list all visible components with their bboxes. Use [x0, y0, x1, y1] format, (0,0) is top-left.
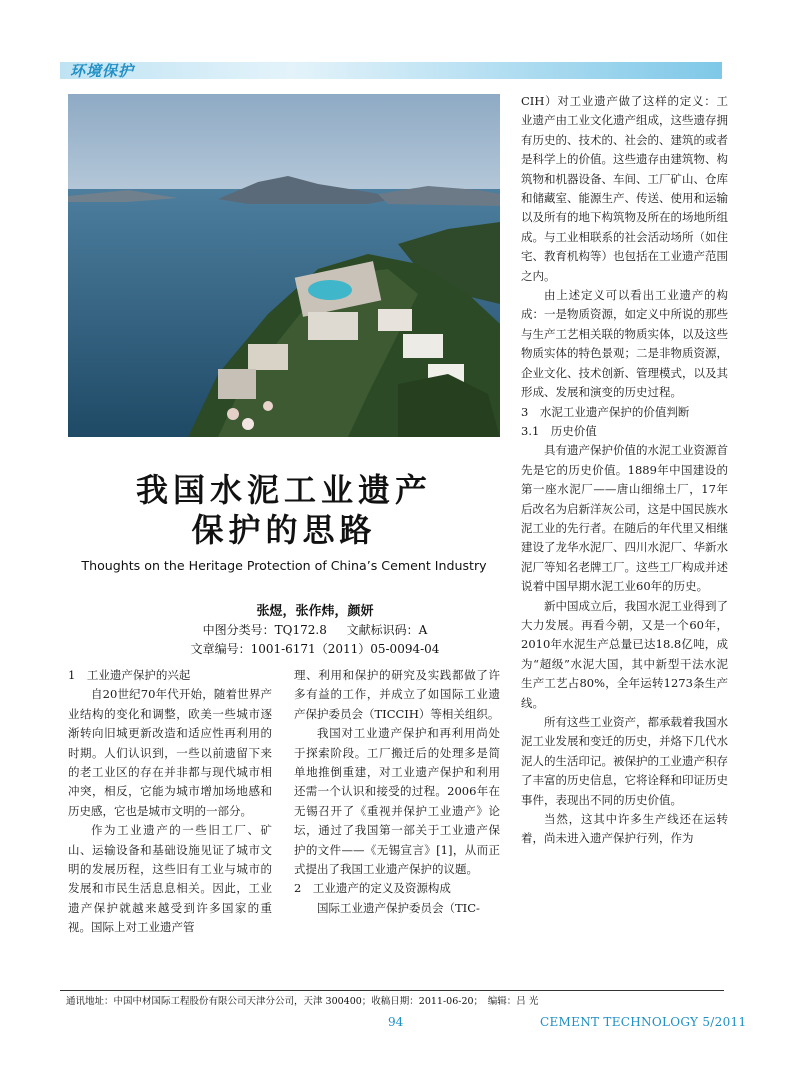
aerial-coastal-photo: [68, 94, 500, 437]
heading-3-1: 3.1 历史价值: [521, 423, 597, 438]
paragraph: 新中国成立后，我国水泥工业得到了大力发展。再看今朝，又是一个60年，2010年水泥生产总量已达18.8亿吨，成为“超级”水泥大国，其中新型干法水泥生产工艺占80%，全年运转1273条生产线。: [521, 598, 728, 710]
doc-code: 文献标识码：A: [346, 623, 428, 637]
photo-illustration: [68, 94, 500, 437]
heading-2: 2 工业遗产的定义及资源构成: [294, 881, 451, 896]
section-tag: 环境保护: [70, 62, 135, 80]
paragraph: 理、利用和保护的研究及实践都做了许多有益的工作，并成立了如国际工业遗产保护委员会（TICCIH）等相关组织。: [294, 668, 500, 721]
paragraph: 国际工业遗产保护委员会（TIC-: [317, 900, 480, 915]
journal-name: CEMENT TECHNOLOGY 5/2011: [540, 1015, 747, 1029]
title-line-2: 保护的思路: [191, 511, 377, 549]
column-1: [68, 666, 272, 938]
paragraph: 具有遗产保护价值的水泥工业资源首先是它的历史价值。1889年中国建设的第一座水泥厂——唐山细绵土厂，17年后改名为启新洋灰公司，这是中国民族水泥工业的先行者。在随后的年代里又相继建设了龙华水泥厂、四川水泥厂、华新水泥厂等知名老牌工厂。这些工厂构成并述说着中国早期水泥工业60年的历史。: [521, 443, 728, 594]
footer-rule: [60, 990, 724, 991]
clc-number: 中图分类号：TQ172.8: [202, 623, 327, 637]
paragraph: CIH）对工业遗产做了这样的定义：工业遗产由工业文化遗产组成，这些遗存拥有历史的、技术的、社会的、建筑的或者是科学上的价值。这些遗存由建筑物、构筑物和机器设备、车间、工厂矿山、仓库和储藏室、能源生产、传送、使用和运输以及所有的地下构筑物及所在的场地所组成。与工业相联系的社会活动场所（如住宅、教育机构等）也包括在工业遗产范围之内。: [521, 94, 728, 283]
article-title: [68, 470, 500, 550]
paragraph: 所有这些工业资产，都承载着我国水泥工业发展和变迁的历史，并烙下几代水泥人的生活印记。被保护的工业遗产积存了丰富的历史信息，它将诠释和印证历史事件，表现出不同的历史价值。: [521, 715, 728, 807]
paragraph: 由上述定义可以看出工业遗产的构成：一是物质资源，如定义中所说的那些与生产工艺相关联的物质实体，以及这些物质实体的特色景观；二是非物质资源，企业文化、技术创新、管理模式，以及其形成、发展和演变的历史过程。: [521, 288, 728, 400]
column-3: [521, 92, 728, 849]
article-number: 文章编号：1001-6171（2011）05-0094-04: [190, 642, 440, 656]
paragraph: 自20世纪70年代开始，随着世界产业结构的变化和调整，欧美一些城市逐渐转向旧城更新改造和适应性再利用的时期。人们认识到，一些以前遗留下来的老工业区的存在并非都与现代城市相冲突，相反，它能为城市增加场地感和历史感，它也是城市文明的一部分。: [68, 687, 272, 818]
paragraph: 我国对工业遗产保护和再利用尚处于探索阶段。工厂搬迁后的处理多是简单地推倒重建，对工业遗产保护和利用还需一个认识和接受的过程。2006年在无锡召开了《重视并保护工业遗产》论坛，通过了我国第一部关于工业遗产保护的文件——《无锡宣言》[1]，从而正式提出了我国工业遗产保护的议题。: [294, 726, 500, 877]
column-2: [294, 666, 500, 918]
paragraph: 作为工业遗产的一些旧工厂、矿山、运输设备和基础设施见证了城市文明的发展历程，这些旧有工业与城市的发展和市民生活息息相关。因此，工业遗产保护就越来越受到许多国家的重视。国际上对工业遗产管: [68, 823, 272, 935]
english-title: Thoughts on the Heritage Protection of China’s Cement Industry: [81, 558, 487, 573]
heading-3: 3 水泥工业遗产保护的价值判断: [521, 404, 690, 419]
paragraph: 当然，这其中许多生产线还在运转着，尚未进入遗产保护行列，作为: [521, 812, 728, 846]
page-number: 94: [388, 1015, 404, 1029]
classification-line: [150, 621, 480, 638]
authors: 张煜，张作炜，颜妍: [256, 604, 374, 619]
footnote: 通讯地址：中国中材国际工程股份有限公司天津分公司，天津 300400；收稿日期：2011-06-20； 编辑：吕 光: [66, 996, 539, 1007]
header-banner: [60, 62, 722, 79]
title-line-1: 我国水泥工业遗产: [135, 471, 432, 509]
heading-1: 1 工业遗产保护的兴起: [68, 668, 191, 682]
